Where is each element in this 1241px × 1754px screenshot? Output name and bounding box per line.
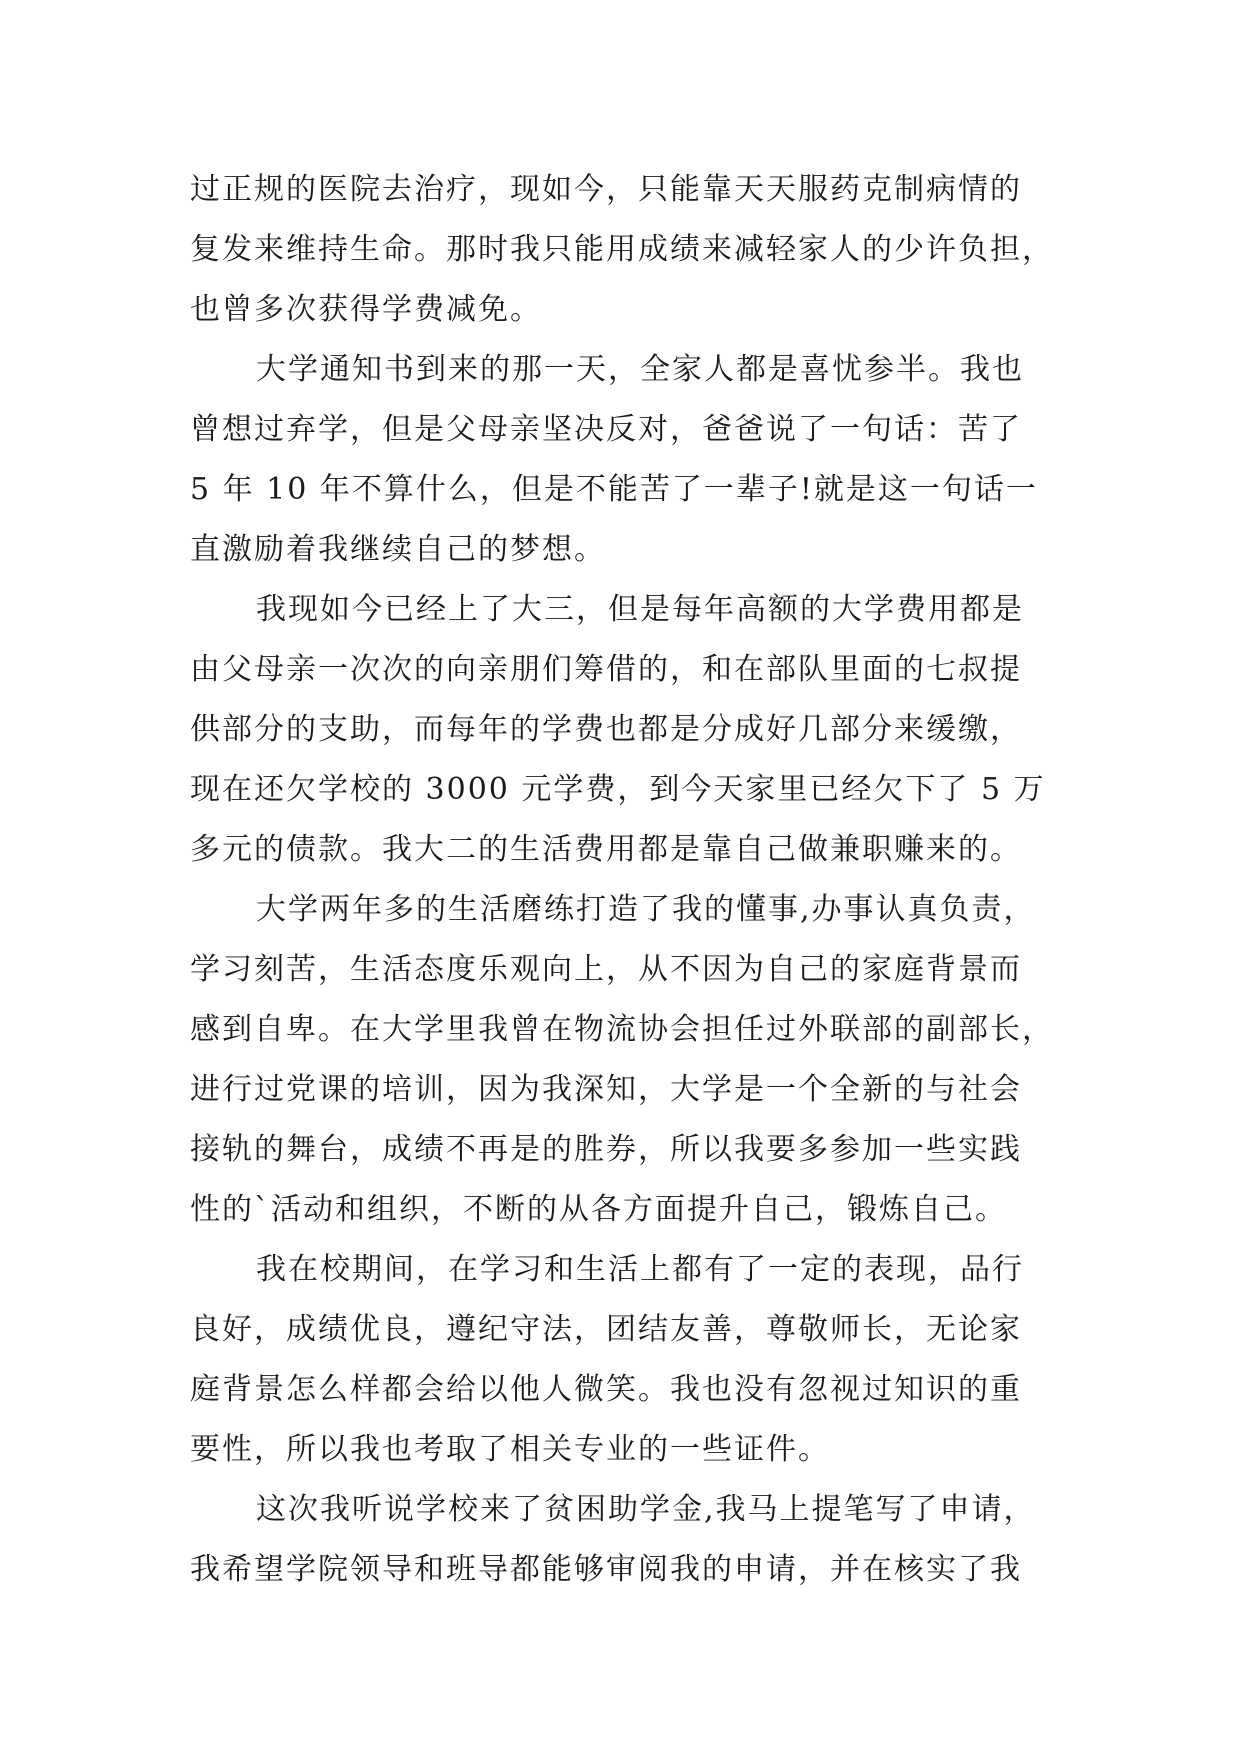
text-line: 由父母亲一次次的向亲朋们筹借的，和在部队里面的七叔提 [190, 652, 1022, 687]
paragraph-first-line: 我现如今已经上了大三，但是每年高额的大学费用都是 [256, 592, 1024, 627]
text-line: 多元的债款。我大二的生活费用都是靠自己做兼职赚来的。 [190, 832, 1022, 867]
text-line: 复发来维持生命。那时我只能用成绩来减轻家人的少许负担， [190, 232, 1054, 267]
text-line: 性的`活动和组织，不断的从各方面提升自己，锻炼自己。 [190, 1192, 1007, 1227]
paragraph-first-line: 这次我听说学校来了贫困助学金,我马上提笔写了申请， [256, 1492, 1036, 1527]
paragraph-first-line: 我在校期间，在学习和生活上都有了一定的表现，品行 [256, 1252, 1024, 1287]
text-line: 良好，成绩优良，遵纪守法，团结友善，尊敬师长，无论家 [190, 1312, 1022, 1347]
text-line: 曾想过弃学，但是父母亲坚决反对，爸爸说了一句话：苦了 [190, 412, 1022, 447]
paragraph-first-line: 大学两年多的生活磨练打造了我的懂事,办事认真负责， [256, 892, 1036, 927]
text-line: 庭背景怎么样都会给以他人微笑。我也没有忽视过知识的重 [190, 1372, 1022, 1407]
text-line: 直激励着我继续自己的梦想。 [190, 532, 606, 567]
paragraph-first-line: 大学通知书到来的那一天，全家人都是喜忧参半。我也 [256, 352, 1024, 387]
text-line: 5 年 10 年不算什么，但是不能苦了一辈子!就是这一句话一 [190, 472, 1038, 507]
text-line: 供部分的支助，而每年的学费也都是分成好几部分来缓缴， [190, 712, 1022, 747]
text-line: 感到自卑。在大学里我曾在物流协会担任过外联部的副部长， [190, 1012, 1054, 1047]
text-line: 过正规的医院去治疗，现如今，只能靠天天服药克制病情的 [190, 172, 1022, 207]
text-line: 要性，所以我也考取了相关专业的一些证件。 [190, 1432, 830, 1467]
text-line: 我希望学院领导和班导都能够审阅我的申请，并在核实了我 [190, 1552, 1022, 1587]
text-line: 也曾多次获得学费减免。 [190, 292, 542, 327]
text-line: 学习刻苦，生活态度乐观向上，从不因为自己的家庭背景而 [190, 952, 1022, 987]
text-line: 现在还欠学校的 3000 元学费，到今天家里已经欠下了 5 万 [190, 772, 1046, 807]
document-body [190, 160, 1070, 1600]
text-line: 进行过党课的培训，因为我深知，大学是一个全新的与社会 [190, 1072, 1022, 1107]
text-line: 接轨的舞台，成绩不再是的胜券，所以我要多参加一些实践 [190, 1132, 1022, 1167]
